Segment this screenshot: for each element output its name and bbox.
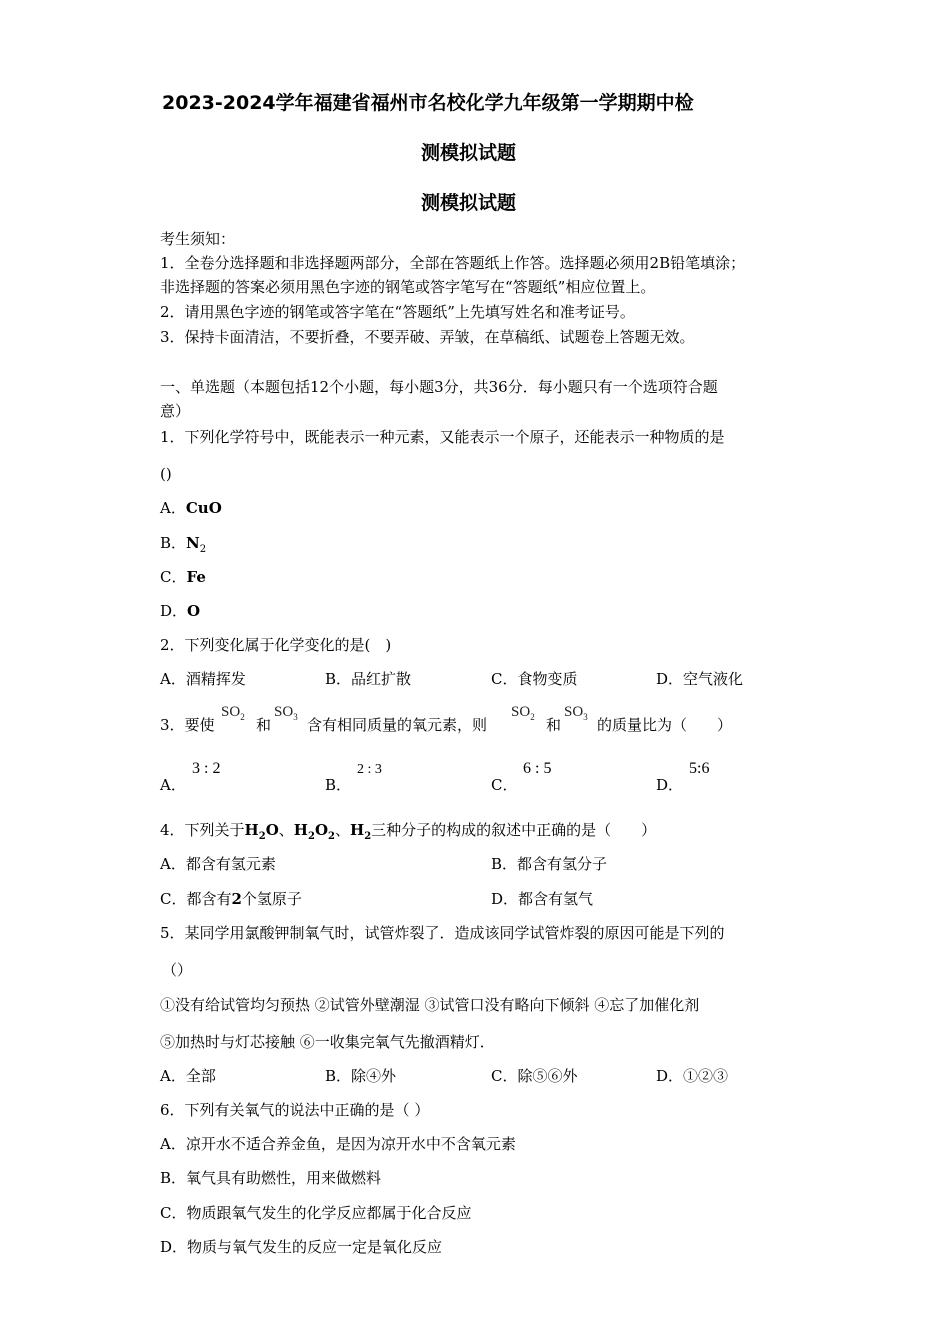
q2-option-b: B．品红扩散 bbox=[325, 670, 412, 688]
q4-option-b: B．都含有氢分子 bbox=[491, 855, 608, 873]
q3-option-d-label: D． bbox=[656, 776, 684, 794]
q3-option-c-value: 6 : 5 bbox=[523, 760, 552, 777]
q3-so2-formula-2: $SO_2$ bbox=[511, 704, 535, 722]
q3-option-b-value: 2 : 3 bbox=[357, 762, 382, 777]
q2-option-d: D．空气液化 bbox=[656, 670, 744, 688]
q5-reasons-line2: ⑤加热时与灯芯接触 ⑥一收集完氧气先撤酒精灯． bbox=[160, 1033, 495, 1051]
q6-option-c: C．物质跟氧气发生的化学反应都属于化合反应 bbox=[160, 1204, 472, 1222]
q5-option-b: B．除④外 bbox=[325, 1067, 397, 1085]
q6-stem: 6．下列有关氧气的说法中正确的是（ ） bbox=[160, 1101, 430, 1119]
q1-option-d: D．O bbox=[160, 602, 201, 620]
q2-option-a: A．酒精挥发 bbox=[160, 670, 246, 688]
q5-stem-line2: （） bbox=[162, 961, 193, 979]
q2-stem: 2．下列变化属于化学变化的是( ) bbox=[160, 636, 392, 654]
q4-option-d: D．都含有氢气 bbox=[491, 890, 594, 908]
q5-stem-line1: 5．某同学用氯酸钾制氧气时，试管炸裂了．造成该同学试管炸裂的原因可能是下列的 bbox=[160, 924, 725, 942]
q5-option-c: C．除⑤⑥外 bbox=[491, 1067, 578, 1085]
notice-heading: 考生须知： bbox=[160, 230, 236, 248]
section1-heading-line2: 意） bbox=[160, 402, 191, 420]
section1-heading-line1: 一、单选题（本题包括12个小题，每小题3分，共36分．每小题只有一个选项符合题 bbox=[160, 378, 718, 396]
q1-option-b: B．$N_2$ bbox=[160, 534, 207, 555]
q1-option-a: A．CuO bbox=[160, 499, 222, 517]
q3-option-a-label: A． bbox=[160, 776, 186, 794]
q3-and-1: 和 bbox=[256, 716, 272, 734]
q5-option-d: D．①②③ bbox=[656, 1067, 729, 1085]
page-title-line1: 2023-2024学年福建省福州市名校化学九年级第一学期期中检 bbox=[162, 92, 694, 114]
q3-so3-formula-1: $SO_3$ bbox=[274, 704, 298, 722]
page-title-line2: 测模拟试题 bbox=[421, 142, 517, 164]
notice-item3: 3．保持卡面清洁，不要折叠，不要弄破、弄皱，在草稿纸、试题卷上答题无效。 bbox=[160, 328, 695, 346]
notice-item1-line1: 1．全卷分选择题和非选择题两部分，全部在答题纸上作答。选择题必须用2B铅笔填涂； bbox=[160, 254, 746, 272]
q5-option-a: A．全部 bbox=[160, 1067, 216, 1085]
q1-stem-line1: 1．下列化学符号中，既能表示一种元素，又能表示一个原子，还能表示一种物质的是 bbox=[160, 428, 725, 446]
q1-stem-line2: () bbox=[160, 465, 172, 483]
q6-option-b: B．氧气具有助燃性，用来做燃料 bbox=[160, 1169, 382, 1187]
q4-option-c: C．都含有2个氢原子 bbox=[160, 890, 302, 908]
q3-so2-formula-1: $SO_2$ bbox=[221, 704, 245, 722]
q5-reasons-line1: ①没有给试管均匀预热 ②试管外壁潮湿 ③试管口没有略向下倾斜 ④忘了加催化剂 bbox=[160, 996, 700, 1014]
q3-and-2: 和 bbox=[546, 716, 562, 734]
q3-option-b-label: B． bbox=[325, 776, 352, 794]
q3-suffix: 的质量比为（ ） bbox=[597, 716, 733, 734]
q4-option-a: A．都含有氢元素 bbox=[160, 855, 276, 873]
notice-item2: 2．请用黑色字迹的钢笔或答字笔在“答题纸”上先填写姓名和准考证号。 bbox=[160, 303, 635, 321]
q3-middle: 含有相同质量的氧元素，则 bbox=[307, 716, 488, 734]
q2-option-c: C．食物变质 bbox=[491, 670, 578, 688]
q1-option-c: C．Fe bbox=[160, 568, 206, 586]
page-title-line3: 测模拟试题 bbox=[421, 192, 517, 214]
q6-option-d: D．物质与氧气发生的反应一定是氧化反应 bbox=[160, 1238, 443, 1256]
notice-item1-line2: 非选择题的答案必须用黑色字迹的钢笔或答字笔写在“答题纸”相应位置上。 bbox=[160, 278, 656, 296]
q3-prefix: 3．要使 bbox=[160, 716, 215, 734]
q3-option-d-value: 5:6 bbox=[689, 760, 710, 777]
q6-option-a: A．凉开水不适合养金鱼，是因为凉开水中不含氧元素 bbox=[160, 1135, 516, 1153]
q3-option-a-value: 3 : 2 bbox=[192, 760, 221, 777]
q3-so3-formula-2: $SO_3$ bbox=[564, 704, 588, 722]
q4-stem: 4．下列关于$H_2O$、$H_2O_2$、$H_2$三种分子的构成的叙述中正确的是（ ） bbox=[160, 821, 657, 842]
q3-option-c-label: C． bbox=[491, 776, 518, 794]
